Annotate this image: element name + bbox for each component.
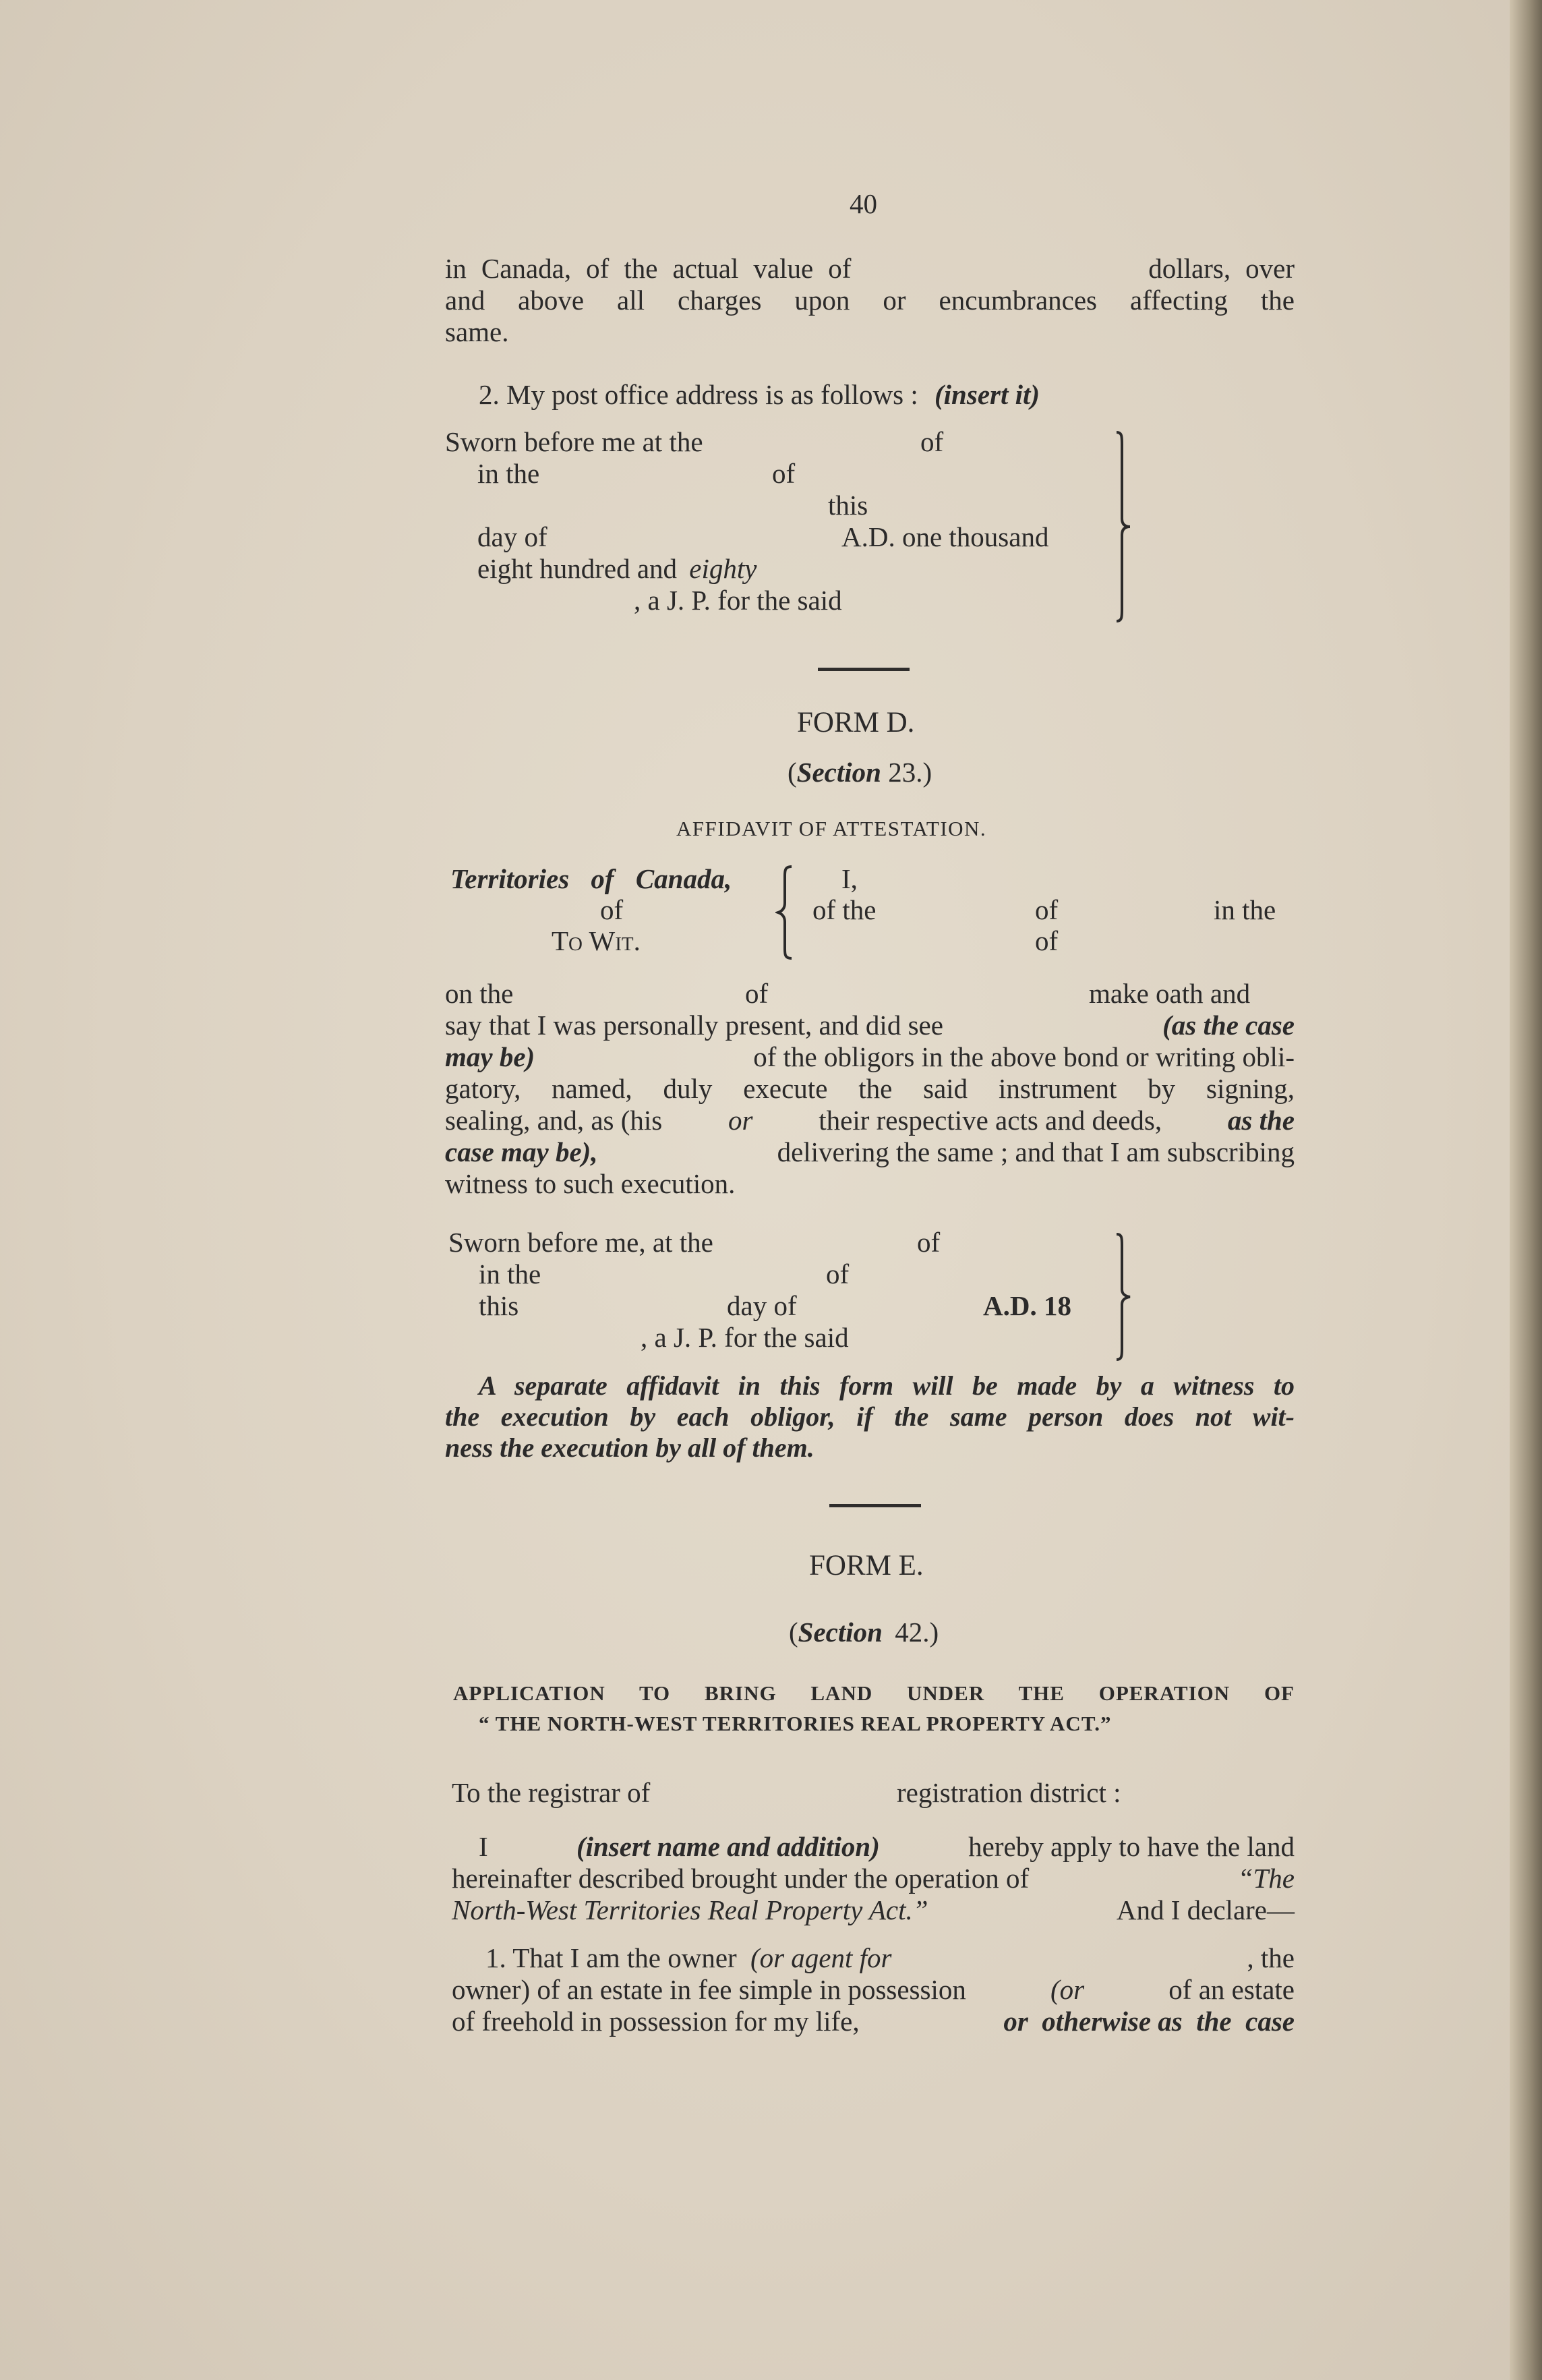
post-office-text: 2. My post office address is as follows : bbox=[479, 379, 918, 410]
body-text: hereby apply to have the land bbox=[968, 1831, 1295, 1862]
body-line bbox=[445, 1107, 1295, 1134]
form-e-section bbox=[789, 1619, 939, 1646]
body-text: or bbox=[728, 1105, 753, 1136]
body-line bbox=[452, 1896, 1295, 1924]
body-line bbox=[485, 1944, 1295, 1972]
jurat-text: day of bbox=[727, 1290, 797, 1321]
jurat-text: eighty bbox=[689, 553, 757, 584]
form-e-title: FORM E. bbox=[809, 1550, 924, 1581]
intro-paragraph bbox=[445, 253, 1295, 348]
section-divider bbox=[829, 1504, 921, 1507]
jurat-text: Sworn before me, at the bbox=[448, 1227, 713, 1258]
section-divider bbox=[818, 668, 910, 671]
registrar-text: To the registrar of bbox=[452, 1777, 651, 1808]
deponent-text: of bbox=[1035, 925, 1059, 956]
jurat-text: of bbox=[920, 426, 944, 457]
body-text: delivering the same ; and that I am subscribing bbox=[777, 1136, 1295, 1167]
body-text: (or agent for bbox=[750, 1942, 892, 1973]
jurat-second bbox=[445, 1229, 1295, 1364]
body-text: I bbox=[479, 1831, 488, 1862]
form-d-section bbox=[788, 759, 932, 786]
jurat-text: , a J. P. for the said bbox=[634, 585, 842, 616]
deponent-text: I, bbox=[841, 863, 858, 894]
note-line: A separate affidavit in this form will be made by a witness to bbox=[479, 1370, 1295, 1401]
section-word: Section bbox=[798, 1617, 883, 1648]
jurat-text: of bbox=[917, 1227, 941, 1258]
jurat-text: , a J. P. for the said bbox=[641, 1322, 849, 1353]
body-line bbox=[445, 1138, 1295, 1166]
body-text: sealing, and, as (his bbox=[445, 1105, 663, 1136]
jurat-text: Sworn before me at the bbox=[445, 426, 703, 457]
body-line bbox=[452, 1976, 1295, 2004]
text-column bbox=[445, 0, 1295, 2380]
body-text: (insert name and addition) bbox=[576, 1831, 880, 1862]
body-line bbox=[452, 2008, 1295, 2035]
body-text: case may be), bbox=[445, 1136, 598, 1167]
section-number: 23.) bbox=[888, 757, 932, 788]
jurat-text: A.D. one thousand bbox=[841, 521, 1049, 552]
form-d-heading: AFFIDAVIT OF ATTESTATION. bbox=[676, 817, 987, 840]
body-text: as the bbox=[1227, 1105, 1295, 1136]
form-e-heading-2: “ THE NORTH-WEST TERRITORIES REAL PROPERTY ACT.” bbox=[479, 1712, 1112, 1735]
venue-text: of bbox=[591, 863, 614, 894]
deponent-text: of the bbox=[812, 894, 877, 925]
venue-to-wit: To Wit. bbox=[552, 925, 641, 956]
jurat-text: of bbox=[772, 458, 796, 489]
jurat-text: in the bbox=[477, 458, 540, 489]
body-text: witness to such execution. bbox=[445, 1168, 736, 1199]
body-text: gatory, named, duly execute the said instrument by signing, bbox=[445, 1073, 1295, 1104]
venue-text: Territories bbox=[450, 863, 570, 894]
paren-open: ( bbox=[788, 757, 797, 788]
form-e-paragraph-2 bbox=[445, 1944, 1295, 2045]
registrar-text: registration district : bbox=[897, 1777, 1121, 1808]
venue-block bbox=[445, 865, 1295, 966]
deponent-text: in the bbox=[1214, 894, 1276, 925]
jurat-first bbox=[445, 428, 1295, 631]
body-text: of an estate bbox=[1168, 1974, 1295, 2005]
venue-territories bbox=[450, 865, 732, 893]
page-binding-edge bbox=[1510, 0, 1542, 2380]
section-number: 42.) bbox=[895, 1617, 939, 1648]
body-text: may be) bbox=[445, 1041, 535, 1072]
body-text: And I declare— bbox=[1116, 1894, 1295, 1925]
venue-text: of bbox=[600, 894, 624, 925]
jurat-text: this bbox=[479, 1290, 519, 1321]
text-line: same. bbox=[445, 316, 509, 347]
page-number: 40 bbox=[850, 188, 877, 219]
body-text: say that I was personally present, and did see bbox=[445, 1010, 943, 1041]
brace-right bbox=[1113, 1233, 1133, 1361]
jurat-text bbox=[477, 555, 757, 583]
brace-right bbox=[1113, 431, 1133, 623]
text-line: and above all charges upon or encumbrances affecting the bbox=[445, 285, 1295, 316]
body-line bbox=[445, 1012, 1295, 1039]
form-d-body bbox=[445, 980, 1295, 1209]
jurat-text: day of bbox=[477, 521, 547, 552]
body-text: , the bbox=[1247, 1942, 1295, 1973]
form-d-title: FORM D. bbox=[797, 707, 915, 738]
body-text: of freehold in possession for my life, bbox=[452, 2006, 860, 2037]
brace-venue bbox=[775, 865, 800, 960]
body-text: their respective acts and deeds, bbox=[819, 1105, 1162, 1136]
venue-text: Canada, bbox=[635, 863, 732, 894]
body-line bbox=[452, 1865, 1295, 1892]
paren-open: ( bbox=[789, 1617, 798, 1648]
section-word: Section bbox=[796, 757, 881, 788]
body-text: or otherwise as the case bbox=[1003, 2006, 1295, 2037]
deponent-text: of bbox=[1035, 894, 1059, 925]
body-text: on the bbox=[445, 978, 514, 1009]
body-text: owner) of an estate in fee simple in possession bbox=[452, 1974, 966, 2005]
form-e-heading-1: APPLICATION TO BRING LAND UNDER THE OPERATION OF bbox=[453, 1681, 1295, 1705]
registrar-line bbox=[452, 1779, 1295, 1807]
body-text: hereinafter described brought under the operation of bbox=[452, 1863, 1030, 1894]
body-text: of the obligors in the above bond or writing obli- bbox=[753, 1041, 1295, 1072]
post-office-insert: (insert it) bbox=[935, 379, 1040, 410]
jurat-text: in the bbox=[479, 1258, 541, 1289]
form-e-paragraph-1 bbox=[445, 1833, 1295, 1934]
jurat-text: A.D. 18 bbox=[983, 1290, 1071, 1321]
body-text: (or bbox=[1050, 1974, 1085, 2005]
body-text: make oath and bbox=[1089, 978, 1251, 1009]
body-text: 1. That I am the owner bbox=[485, 1942, 737, 1973]
body-text: North-West Territories Real Property Act.” bbox=[452, 1894, 928, 1925]
body-text: “The bbox=[1237, 1863, 1295, 1894]
note-line: ness the execution by all of them. bbox=[445, 1432, 814, 1463]
body-line bbox=[445, 1043, 1295, 1071]
body-text: of bbox=[745, 978, 769, 1009]
body-text: (as the case bbox=[1162, 1010, 1295, 1041]
jurat-text: of bbox=[826, 1258, 850, 1289]
body-line bbox=[479, 1833, 1295, 1861]
post-office-line bbox=[479, 381, 1040, 409]
jurat-text: this bbox=[828, 490, 868, 521]
jurat-text: eight hundred and bbox=[477, 553, 678, 584]
text-line: in Canada, of the actual value of dollars, over bbox=[445, 253, 1295, 284]
form-d-note bbox=[445, 1370, 1295, 1463]
note-line: the execution by each obligor, if the same person does not wit- bbox=[445, 1401, 1295, 1432]
